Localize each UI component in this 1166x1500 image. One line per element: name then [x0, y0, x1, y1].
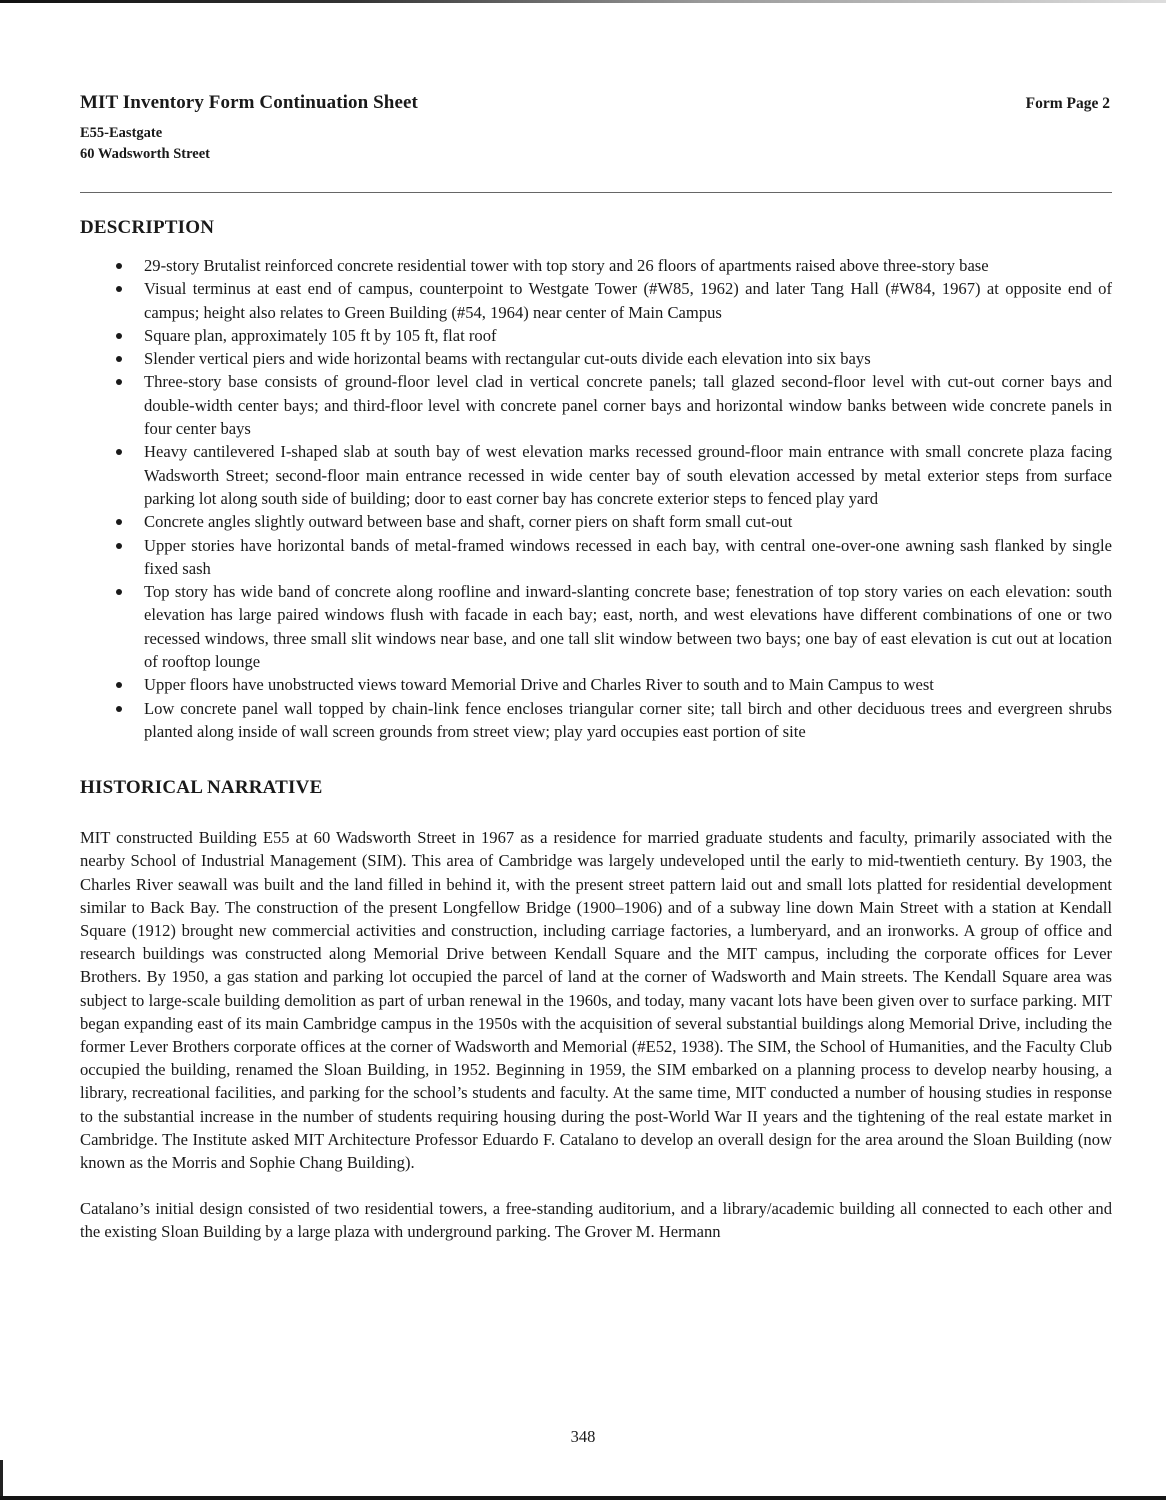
bullet-icon — [116, 449, 122, 455]
description-item — [80, 347, 1112, 370]
description-list — [80, 254, 1112, 743]
bullet-icon — [116, 379, 122, 385]
description-item — [80, 254, 1112, 277]
bullet-icon — [116, 543, 122, 549]
narrative-paragraph: Catalano’s initial design consisted of two residential towers, a free-standing auditorium, and a library/academic building all connected to each other and the existing Sloan Building by a large plaza with underground parking. The Grover M. Hermann — [80, 1199, 1112, 1242]
bullet-icon — [116, 589, 122, 595]
bullet-icon — [116, 333, 122, 339]
description-item-text: 29-story Brutalist reinforced concrete residential tower with top story and 26 floors of apartments raised above three-story base — [144, 256, 989, 275]
bullet-icon — [116, 286, 122, 292]
bullet-icon — [116, 706, 122, 712]
page-number: 348 — [570, 1427, 596, 1446]
description-item-text: Low concrete panel wall topped by chain-link fence encloses triangular corner site; tall birch and other deciduous trees and evergreen shrubs planted along inside of wall screen grounds from street view; play yard occupies east portion of site — [144, 698, 1112, 741]
description-item — [80, 324, 1112, 347]
historical-narrative-heading: HISTORICAL NARRATIVE — [80, 777, 323, 799]
description-item — [80, 697, 1112, 744]
description-item — [80, 370, 1112, 440]
description-item — [80, 534, 1112, 581]
description-item-text: Three-story base consists of ground-floor level clad in vertical concrete panels; tall glazed second-floor level with cut-out corner bays and double-width center bays; and third-floor level with concrete panel corner bays and horizontal window banks between wide concrete panels in four center bays — [144, 372, 1112, 439]
description-item — [80, 277, 1112, 324]
description-item-text: Top story has wide band of concrete along roofline and inward-slanting concrete base; fenestration of top story varies on each elevation: south elevation has large paired windows flush with facade in each bay; east, north, and west elevations have different combinations of one or two recessed windows, three small slit windows near base, and one tall slit window between two bays; one bay of east elevation is cut out at location of rooftop lounge — [144, 582, 1112, 672]
description-item — [80, 580, 1112, 673]
description-item-text: Slender vertical piers and wide horizontal beams with rectangular cut-outs divide each elevation into six bays — [144, 349, 871, 369]
scan-edge-top — [0, 0, 1166, 3]
building-id: E55-Eastgate — [80, 125, 163, 141]
description-item — [80, 510, 1112, 533]
document-page — [80, 92, 1112, 1244]
description-heading: DESCRIPTION — [80, 217, 215, 238]
scan-edge-bottom — [0, 1496, 1166, 1500]
narrative-paragraph: MIT constructed Building E55 at 60 Wadsworth Street in 1967 as a residence for married graduate students and faculty, primarily associated with the nearby School of Industrial Management (SIM). This area of Cambridge was largely undeveloped until the early to mid-twentieth century. By 1903, the Charles River seawall was built and the land filled in behind it, with the present street pattern laid out and small lots platted for residential development similar to Back Bay. The construction of the present Longfellow Bridge (1900–1906) and of a subway line down Main Street with a station at Kendall Square (1912) brought new commercial activities and construction, including carriage factories, a lumberyard, and an ironworks. A group of office and research buildings was constructed along Memorial Drive between Kendall Square and the MIT campus, including the corporate offices for Lever Brothers. By 1950, a gas station and parking lot occupied the parcel of land at the corner of Wadsworth and Main streets. The Kendall Square area was subject to large-scale building demolition as part of urban renewal in the 1960s, and today, many vacant lots have been given over to surface parking. MIT began expanding east of its main Cambridge campus in the 1950s with the acquisition of several substantial buildings along Memorial Drive, including the former Lever Brothers corporate offices at the corner of Wadsworth and Memorial (#E52, 1938). The SIM, the School of Humanities, and the Faculty Club occupied the building, renamed the Sloan Building, in 1952. Beginning in 1959, the SIM embarked on a planning process to develop nearby housing, a library, recreational facilities, and parking for the school’s students and faculty. At the same time, MIT conducted a number of housing studies in response to the substantial increase in the number of students requiring housing during the post-World War II years and the tightening of the real estate market in Cambridge. The Institute asked MIT Architecture Professor Eduardo F. Catalano to develop an overall design for the area around the Sloan Building (now known as the Morris and Sophie Chang Building). — [80, 828, 1112, 1173]
description-item-text: Concrete angles slightly outward between base and shaft, corner piers on shaft form small cut-out — [144, 512, 793, 532]
building-address: 60 Wadsworth Street — [80, 146, 210, 162]
bullet-icon — [116, 682, 122, 688]
description-item — [80, 673, 1112, 696]
bullet-icon — [116, 356, 122, 362]
description-item — [80, 440, 1112, 510]
description-item-text: Square plan, approximately 105 ft by 105 ft, flat roof — [144, 325, 497, 345]
form-title: MIT Inventory Form Continuation Sheet — [80, 92, 418, 113]
description-item-text: Upper floors have unobstructed views toward Memorial Drive and Charles River to south and to Main Campus to west — [144, 675, 934, 695]
bullet-icon — [116, 519, 122, 525]
header-divider — [80, 192, 1112, 193]
description-item-text: Upper stories have horizontal bands of metal-framed windows recessed in each bay, with central one-over-one awning sash flanked by single fixed sash — [144, 535, 1112, 578]
form-header — [80, 92, 1112, 114]
form-page-label: Form Page 2 — [1025, 95, 1110, 112]
scan-edge-left — [0, 1460, 3, 1500]
bullet-icon — [116, 263, 122, 269]
description-item-text: Visual terminus at east end of campus, counterpoint to Westgate Tower (#W85, 1962) and later Tang Hall (#W84, 1967) at opposite end of campus; height also relates to Green Building (#54, 1964) near center of Main Campus — [144, 279, 1112, 322]
description-item-text: Heavy cantilevered I-shaped slab at south bay of west elevation marks recessed ground-floor main entrance with small concrete plaza facing Wadsworth Street; second-floor main entrance recessed in wide center bay of south elevation accessed by metal exterior steps from surface parking lot along south side of building; door to east corner bay has concrete exterior steps to fenced play yard — [144, 442, 1112, 508]
